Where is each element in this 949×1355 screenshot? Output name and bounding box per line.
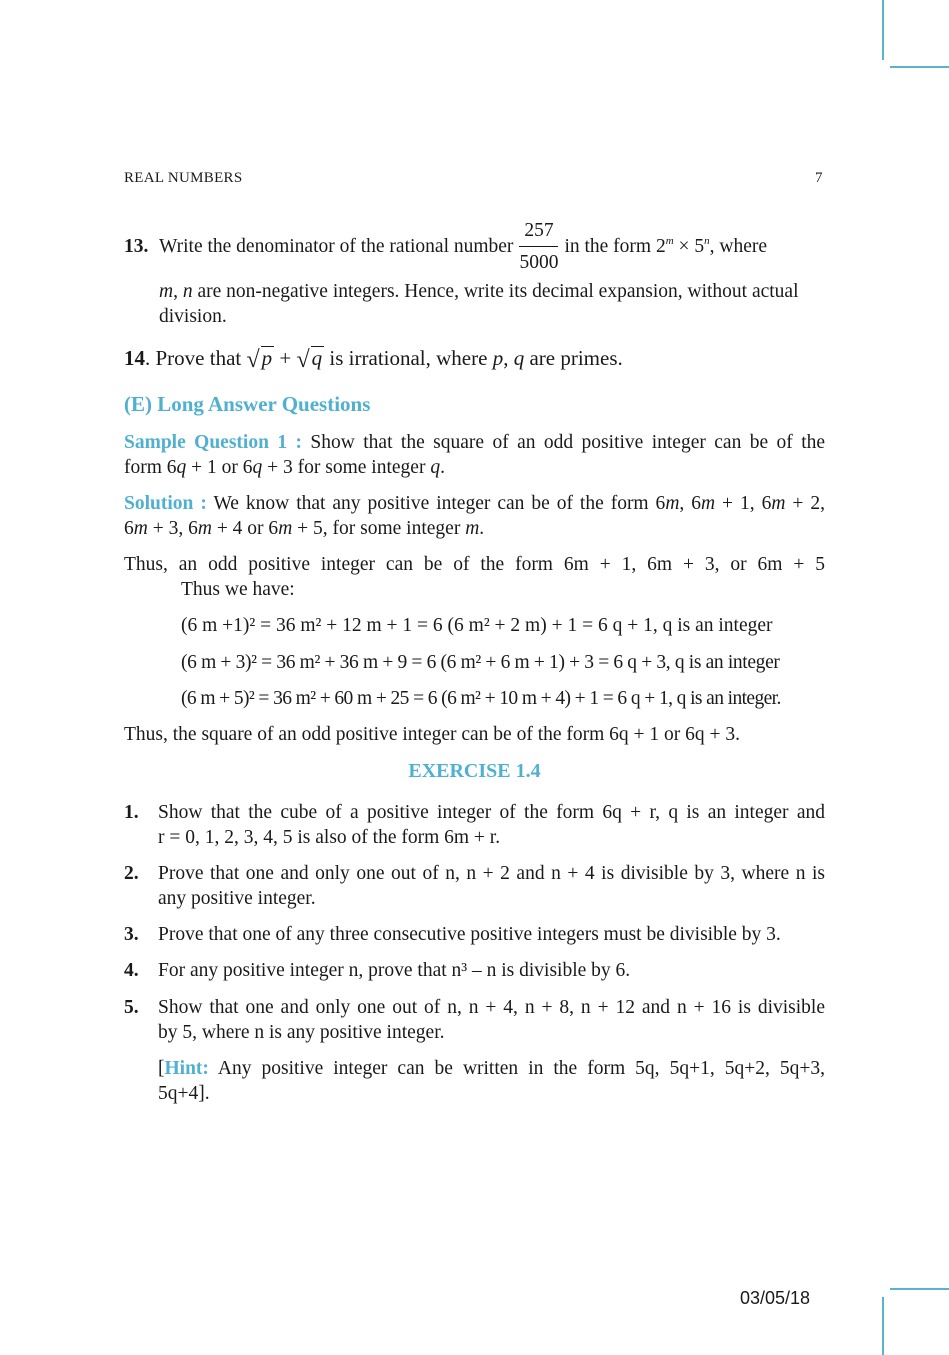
question-text: m, n are non-negative integers. Hence, write its decimal expansion, without actual xyxy=(159,281,799,302)
corner-mark-top-vertical xyxy=(882,0,884,60)
equation-line: (6 m +1)² = 36 m² + 12 m + 1 = 6 (6 m² + 2 m) + 1 = 6 q + 1, q is an integer xyxy=(181,615,773,636)
exercise-heading: EXERCISE 1.4 xyxy=(408,760,541,782)
fraction-numerator: 257 xyxy=(519,218,558,247)
fraction-denominator: 5000 xyxy=(519,252,559,273)
question-14: 14. Prove that √p + √q is irrational, where p, q are primes. xyxy=(124,346,623,373)
radical-sign: √ xyxy=(246,347,260,373)
page-number: 7 xyxy=(815,170,823,186)
solution-conclusion: Thus, the square of an odd positive integer can be of the form 6q + 1 or 6q + 3. xyxy=(124,724,741,745)
corner-mark-bottom-horizontal xyxy=(890,1288,949,1290)
solution: Solution : We know that any positive integer can be of the form 6m, 6m + 1, 6m + 2, 6m + 3, 6m + 4 or 6m + 5, for some integer m. xyxy=(124,493,825,539)
solution-text: Thus we have: xyxy=(181,579,295,600)
exercise-item: 5. Show that one and only one out of n, n + 4, n + 8, n + 12 and n + 16 is divisible by 5, where n is any positive integer. xyxy=(124,997,825,1043)
exercise-item: 4. For any positive integer n, prove that n³ – n is divisible by 6. xyxy=(124,960,631,981)
fraction-257-5000 xyxy=(519,218,558,275)
hint: [Hint: Any positive integer can be written in the form 5q, 5q+1, 5q+2, 5q+3, 5q+4]. xyxy=(158,1058,825,1104)
corner-mark-top-horizontal xyxy=(890,66,949,68)
section-heading: (E) Long Answer Questions xyxy=(124,392,371,416)
solution-text: Thus, an odd positive integer can be of the form 6m + 1, 6m + 3, or 6m + 5 xyxy=(124,554,825,575)
exercise-item: 1. Show that the cube of a positive integer of the form 6q + r, q is an integer and r = 0, 1, 2, 3, 4, 5 is also of the form 6m + r. xyxy=(124,802,825,848)
question-text: Write the denominator of the rational number xyxy=(159,236,514,257)
radical-sign: √ xyxy=(296,347,310,373)
corner-mark-bottom-vertical xyxy=(882,1297,884,1355)
question-text: in the form $2^m \times 5^n$, where xyxy=(564,235,768,257)
question-13 xyxy=(124,218,829,329)
running-head-title: REAL NUMBERS xyxy=(124,170,243,186)
question-text: division. xyxy=(159,306,227,327)
sample-question: Sample Question 1 : Show that the square of an odd positive integer can be of the form 6q + 1 or 6q + 3 for some integer q. xyxy=(124,432,826,478)
exercise-item: 2. Prove that one and only one out of n, n + 2 and n + 4 is divisible by 3, where n is any positive integer. xyxy=(124,863,825,909)
equation-line: (6 m + 5)² = 36 m² + 60 m + 25 = 6 (6 m² + 10 m + 4) + 1 = 6 q + 1, q is an integer. xyxy=(181,688,781,709)
footer-date: 03/05/18 xyxy=(740,1288,811,1308)
solution-label: Solution : xyxy=(124,493,207,514)
hint-label: Hint: xyxy=(164,1058,209,1079)
equation-line: (6 m + 3)² = 36 m² + 36 m + 9 = 6 (6 m² + 6 m + 1) + 3 = 6 q + 3, q is an integer xyxy=(181,652,780,673)
exercise-item: 3. Prove that one of any three consecutive positive integers must be divisible by 3. xyxy=(124,924,781,945)
sample-question-label: Sample Question 1 : xyxy=(124,432,302,453)
question-number: 13. xyxy=(124,236,149,257)
